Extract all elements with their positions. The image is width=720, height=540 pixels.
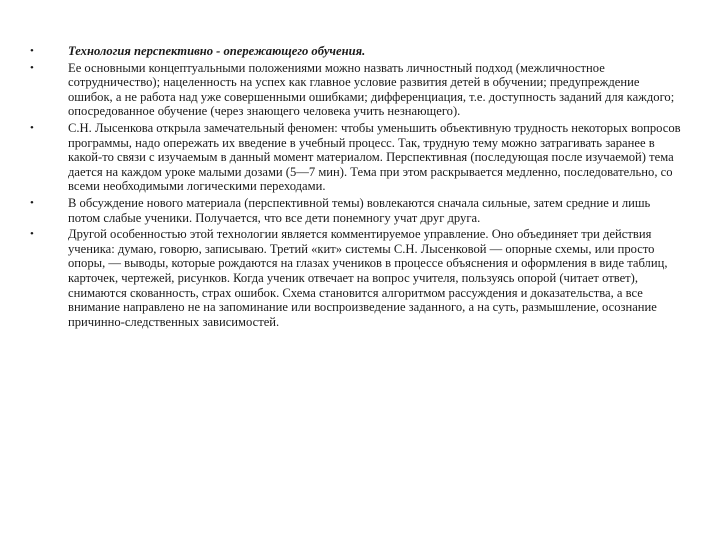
bullet-item-phenomenon (30, 121, 682, 194)
bullet-item-commented-control (30, 227, 682, 329)
bullet-text: Ее основными концептуальными положениями можно назвать личностный подход (межличностное сотрудничество); нацеленность на успех как главное условие развития детей в обучении; предупреждение ошибок, а не работа над уже совершенными ошибками; дифференциация, т.е. доступность заданий для каждого; опосредованное обучение (через знающего человека учить незнающего). (68, 60, 675, 119)
bullet-dot-icon: • (30, 61, 34, 74)
bullet-heading-text: Технология перспективно - опережающего обучения. (68, 44, 366, 58)
bullet-item-heading (30, 44, 682, 59)
bullet-text: Другой особенностью этой технологии является комментируемое управление. Оно объединяет три действия ученика: думаю, говорю, записываю. Третий «кит» системы С.Н. Лысенковой — опорные схемы, или просто опоры, — выводы, которые рождаются на глазах учеников в процессе объяснения и оформления в виде таблиц, карточек, чертежей, рисунков. Когда ученик отвечает на вопрос учителя, пользуясь опорой (читает ответ), снимаются скованность, страх ошибок. Схема становится алгоритмом рассуждения и доказательства, а все внимание направлено не на запоминание или воспроизведение заданного, а на суть, размышление, осознание причинно-следственных зависимостей. (68, 227, 668, 329)
bullet-dot-icon: • (30, 45, 34, 57)
bullet-dot-icon: • (30, 228, 34, 241)
bullet-dot-icon: • (30, 121, 34, 134)
bullet-list (30, 44, 682, 331)
bullet-item-discussion (30, 196, 682, 225)
bullet-text: В обсуждение нового материала (перспективной темы) вовлекаются сначала сильные, затем средние и лишь потом слабые ученики. Получается, что все дети понемногу учат друг друга. (68, 195, 651, 225)
bullet-dot-icon: • (30, 196, 34, 209)
bullet-item-principles (30, 61, 682, 119)
bullet-text: С.Н. Лысенкова открыла замечательный феномен: чтобы уменьшить объективную трудность некоторых вопросов программы, надо опережать их введение в учебный процесс. Так, трудную тему можно затрагивать заранее в какой-то связи с изучаемым в данный момент материалом. Перспективная (последующая после изучаемой) тема дается на каждом уроке малыми дозами (5—7 мин). Тема при этом раскрывается медленно, последовательно, со всеми необходимыми логическими переходами. (68, 120, 681, 194)
